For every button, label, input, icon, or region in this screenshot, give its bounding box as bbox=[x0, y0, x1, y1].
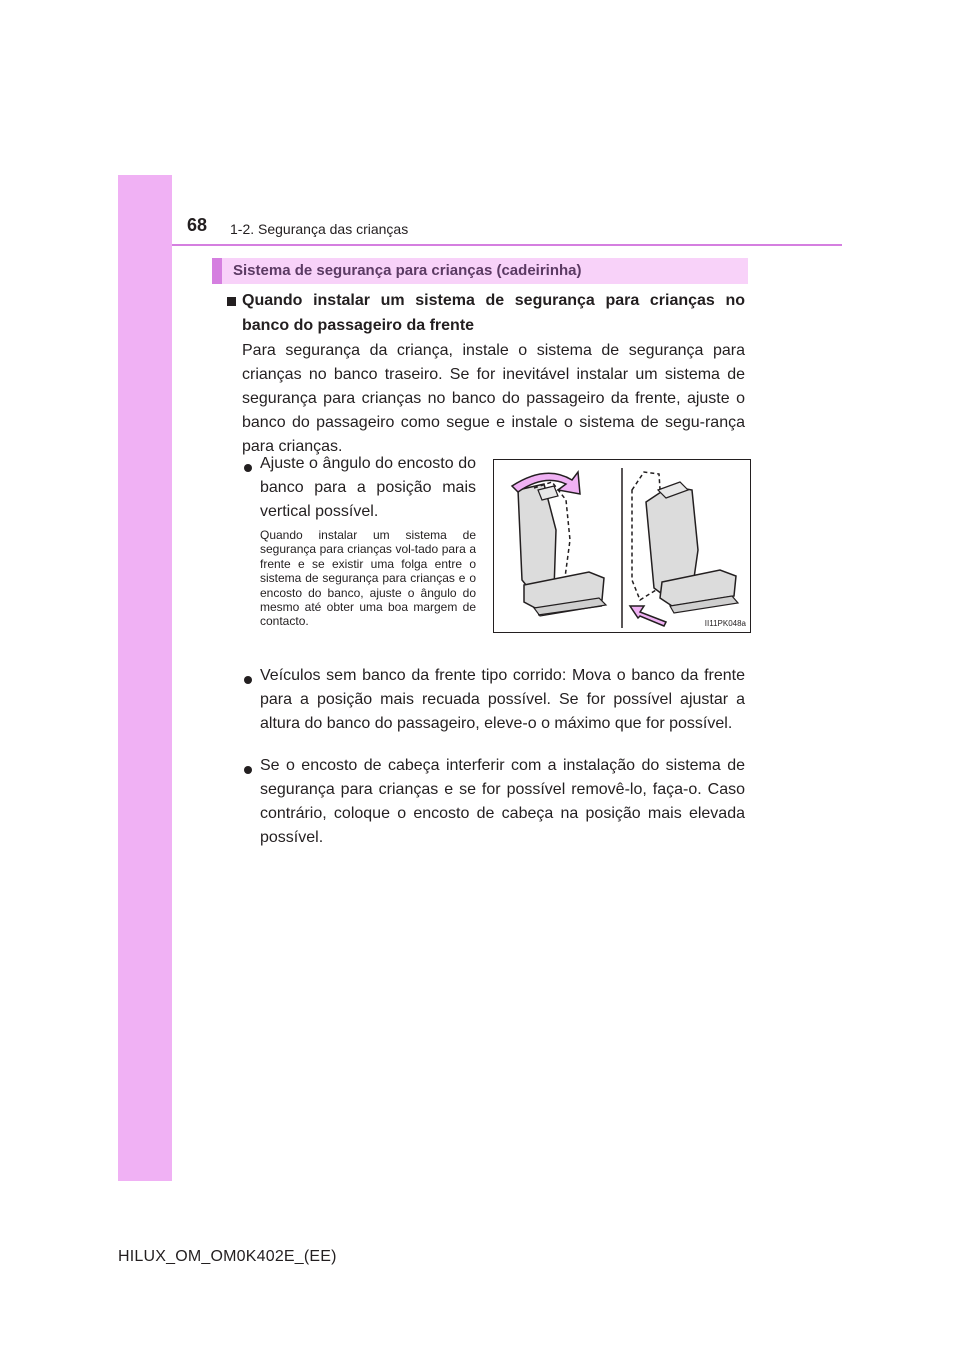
header-divider bbox=[172, 244, 842, 246]
push-back-arrow-icon bbox=[630, 606, 666, 626]
intro-paragraph: Para segurança da criança, instale o sistema de segurança para crianças no banco traseiro. Se for inevitável instalar um sistema de segurança para crianças no banco do passageiro da frente, ajuste o banco do passageiro como segue e instale o sistema de segu-rança para crianças. bbox=[242, 342, 745, 455]
seat-illustration bbox=[494, 460, 750, 632]
square-bullet-icon bbox=[227, 297, 236, 306]
seat-adjustment-figure bbox=[493, 459, 751, 633]
side-color-band bbox=[118, 175, 172, 1181]
subsection-title: Quando instalar um sistema de segurança para crianças no banco do passageiro da frente bbox=[242, 292, 745, 334]
bullet-text-head-restraint: Se o encosto de cabeça interferir com a instalação do sistema de segurança para crianças e se for possível removê-lo, faça-o. Caso contrário, coloque o encosto de cabeça na posição mais elevada possível. bbox=[260, 757, 745, 846]
left-seat-icon bbox=[518, 482, 606, 616]
bullet-text-bench-seat: Veículos sem banco da frente tipo corrido: Mova o banco da frente para a posição mais recuada possível. Se for possível ajustar a altura do banco do passageiro, eleve-o o máximo que for possível. bbox=[260, 667, 745, 732]
footer-document-code: HILUX_OM_OM0K402E_(EE) bbox=[118, 1248, 337, 1265]
bullet-text-seatback-angle: Ajuste o ângulo do encosto do banco para a posição mais vertical possível. bbox=[260, 455, 476, 520]
page-number: 68 bbox=[187, 215, 208, 235]
header-section-title: 1-2. Segurança das crianças bbox=[230, 221, 409, 237]
bullet-icon bbox=[244, 766, 252, 774]
section-heading: Sistema de segurança para crianças (cadeirinha) bbox=[212, 258, 748, 284]
figure-code: II11PK048a bbox=[704, 619, 746, 628]
right-seat-icon bbox=[632, 472, 738, 613]
bullet-icon bbox=[244, 676, 252, 684]
bullet-note-forward-facing: Quando instalar um sistema de segurança para crianças vol-tado para a frente e se existir uma folga entre o sistema de segurança para crianças e o encosto do banco, ajuste o ângulo do mesmo até obter uma boa margem de contacto. bbox=[260, 528, 476, 629]
bullet-icon bbox=[244, 464, 252, 472]
